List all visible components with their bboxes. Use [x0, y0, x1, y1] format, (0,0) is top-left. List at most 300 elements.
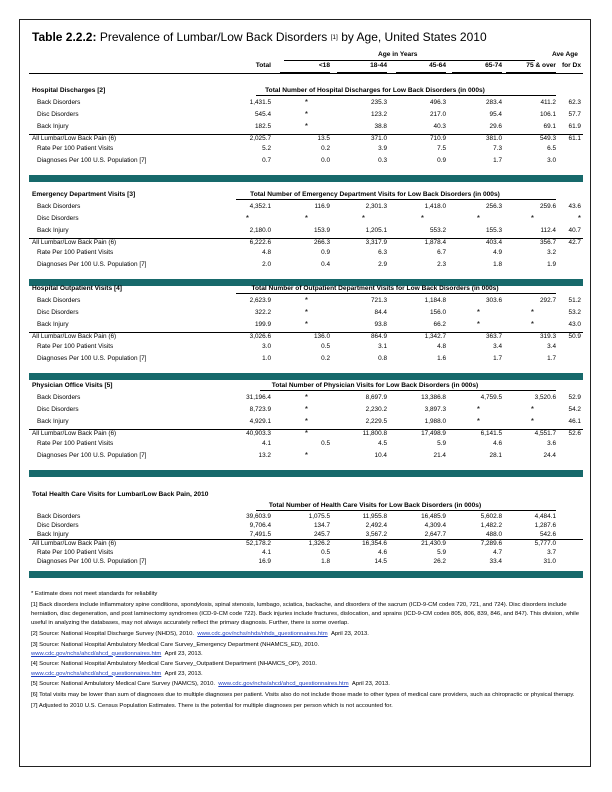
- cell-value: 3,567.2: [365, 531, 387, 538]
- ave-age-value: 51.2: [568, 297, 581, 304]
- cell-value: 2,492.4: [365, 522, 387, 529]
- age-group-header: Age in Years: [378, 51, 418, 58]
- ave-age-value: 43.0: [568, 321, 581, 328]
- row-label: Rate Per 100 Patient Visits: [37, 440, 114, 447]
- cell-value: 542.6: [540, 531, 556, 538]
- cell-value: *: [420, 214, 424, 223]
- cell-value: *: [530, 417, 534, 426]
- section-subtitle: Total Number of Emergency Department Visits for Low Back Disorders (in 000s): [250, 191, 500, 198]
- footnote-5-text: [5] Source: National Ambulatory Medical Care Survey (NAMCS), 2010.: [31, 681, 215, 688]
- cell-value: 69.1: [543, 123, 556, 130]
- cell-value: 0.2: [321, 145, 330, 152]
- cell-value: *: [304, 320, 308, 329]
- cell-value: 39,603.9: [246, 513, 271, 520]
- cell-value: 3.6: [547, 440, 556, 447]
- cell-value: 0.5: [321, 440, 330, 447]
- section-subtitle-underline: [260, 390, 556, 391]
- column-header-4: 65-74: [485, 62, 502, 69]
- footnote-2-link[interactable]: www.cdc.gov/nchs/nhds/nhds_questionnaires.htm: [197, 630, 328, 637]
- cell-value: 356.7: [540, 239, 556, 246]
- ave-age-value: 50.9: [568, 333, 581, 340]
- cell-value: 0.4: [321, 261, 330, 268]
- row-label: Back Injury: [37, 123, 69, 130]
- cell-value: 292.7: [540, 297, 556, 304]
- cell-value: 363.7: [486, 333, 502, 340]
- table-row: [29, 440, 583, 449]
- ave-age-value: 57.7: [568, 111, 581, 118]
- cell-value: 0.0: [321, 157, 330, 164]
- cell-value: *: [304, 122, 308, 131]
- row-label: All Lumbar/Low Back Pain (6): [32, 333, 117, 340]
- cell-value: 26.2: [433, 558, 446, 565]
- footnote-2-text: [2] Source: National Hospital Discharge Survey (NHDS), 2010.: [31, 630, 195, 637]
- row-label: Rate Per 100 Patient Visits: [37, 249, 114, 256]
- cell-value: 153.9: [314, 227, 330, 234]
- column-header-5: 75 & over: [526, 62, 556, 69]
- row-label: Disc Disorders: [37, 309, 79, 316]
- cell-value: 24.4: [543, 452, 556, 459]
- ave-age-value: 46.1: [568, 418, 581, 425]
- cell-value: 710.9: [430, 135, 446, 142]
- table-row: [29, 203, 583, 212]
- footnote-2-date: April 23, 2013.: [330, 630, 369, 637]
- cell-value: 10.4: [374, 452, 387, 459]
- row-label: Diagnoses Per 100 U.S. Population [7]: [37, 355, 147, 362]
- cell-value: 8,697.9: [365, 394, 387, 401]
- cell-value: 553.2: [430, 227, 446, 234]
- table-row: [29, 355, 583, 364]
- ave-age-value: 42.7: [568, 239, 581, 246]
- total-row: [29, 135, 583, 144]
- footnote-3: [31, 641, 579, 659]
- footnote-7: [7] Adjusted to 2010 U.S. Census Population Estimates. There is the potential for multiple diagnoses per person which is not accounted for.: [31, 702, 393, 709]
- table-row: [29, 215, 583, 224]
- row-label: All Lumbar/Low Back Pain (6): [32, 135, 117, 142]
- total-row: [29, 333, 583, 342]
- cell-value: 199.9: [255, 321, 271, 328]
- cell-value: 6.3: [378, 249, 387, 256]
- cell-value: *: [476, 308, 480, 317]
- table-row: [29, 157, 583, 166]
- cell-value: 14.5: [374, 558, 387, 565]
- cell-value: 52,178.2: [246, 540, 271, 547]
- cell-value: 3,317.9: [365, 239, 387, 246]
- header-rule: [29, 73, 583, 74]
- cell-value: 156.0: [430, 309, 446, 316]
- table-row: [29, 406, 583, 415]
- footnote-4-date: April 23, 2013.: [164, 670, 203, 677]
- total-row-rule: [29, 238, 583, 239]
- total-row-rule: [29, 539, 583, 540]
- cell-value: 3.1: [378, 343, 387, 350]
- cell-value: *: [304, 98, 308, 107]
- cell-value: 4,759.5: [480, 394, 502, 401]
- cell-value: 6.7: [437, 249, 446, 256]
- cell-value: 1.7: [547, 355, 556, 362]
- footnote-5-link[interactable]: www.cdc.gov/nchs/ahcd/ahcd_questionnaires.htm: [218, 681, 349, 688]
- cell-value: 6,141.5: [480, 430, 502, 437]
- table-row: [29, 558, 583, 567]
- row-label: Rate Per 100 Patient Visits: [37, 145, 114, 152]
- total-row-rule: [29, 429, 583, 430]
- cell-value: 2,623.9: [249, 297, 271, 304]
- cell-value: 3,897.3: [424, 406, 446, 413]
- cell-value: 134.7: [314, 522, 330, 529]
- row-label: Back Disorders: [37, 297, 81, 304]
- cell-value: 66.2: [433, 321, 446, 328]
- total-row: [29, 239, 583, 248]
- cell-value: 496.3: [430, 99, 446, 106]
- cell-value: 6.5: [547, 145, 556, 152]
- cell-value: 1,418.0: [424, 203, 446, 210]
- cell-value: 245.7: [314, 531, 330, 538]
- cell-value: 4.1: [262, 440, 271, 447]
- cell-value: 182.5: [255, 123, 271, 130]
- cell-value: 136.0: [314, 333, 330, 340]
- footnote-5-date: April 23, 2013.: [351, 681, 390, 688]
- cell-value: 2.9: [378, 261, 387, 268]
- cell-value: 4.1: [262, 549, 271, 556]
- footnote-3-link[interactable]: www.cdc.gov/nchs/ahcd/ahcd_questionnaires.htm: [31, 650, 162, 657]
- footnote-4-text: [4] Source: National Hospital Ambulatory Medical Care Survey_Outpatient Department (NHAMCS_OP), 2010.: [31, 661, 317, 668]
- ave-age-value: 52.9: [568, 394, 581, 401]
- cell-value: *: [361, 214, 365, 223]
- table-row: [29, 522, 583, 531]
- cell-value: 2,647.7: [424, 531, 446, 538]
- cell-value: 488.0: [486, 531, 502, 538]
- section-title: Physician Office Visits [5]: [32, 382, 113, 389]
- cell-value: 11,955.8: [362, 513, 387, 520]
- cell-value: 4.8: [262, 249, 271, 256]
- footnote-3-text: [3] Source: National Hospital Ambulatory Medical Care Survey_Emergency Department (NHAMCS_ED), 2010.: [31, 641, 320, 648]
- cell-value: 3.4: [547, 343, 556, 350]
- cell-value: 0.5: [321, 343, 330, 350]
- ave-age-value: 61.9: [568, 123, 581, 130]
- row-label: Back Disorders: [37, 203, 81, 210]
- cell-value: 4,352.1: [249, 203, 271, 210]
- cell-value: 2,230.2: [365, 406, 387, 413]
- table-row: [29, 309, 583, 318]
- table-row: [29, 297, 583, 306]
- cell-value: 31.0: [543, 558, 556, 565]
- ave-age-header-line2: for Dx: [561, 62, 581, 69]
- cell-value: 5.9: [437, 440, 446, 447]
- section-divider-band: [29, 373, 583, 380]
- cell-value: 8,723.9: [249, 406, 271, 413]
- ave-age-value: 52.6: [568, 430, 581, 437]
- row-label: All Lumbar/Low Back Pain (6): [32, 540, 117, 547]
- table-title-suffix: by Age, United States 2010: [341, 30, 487, 44]
- cell-value: 116.9: [314, 203, 330, 210]
- section-divider-band: [29, 571, 583, 578]
- cell-value: 411.2: [540, 99, 556, 106]
- table-row: [29, 227, 583, 236]
- row-label: Back Disorders: [37, 99, 81, 106]
- cell-value: 2,025.7: [249, 135, 271, 142]
- section-title: Emergency Department Visits [3]: [32, 191, 136, 198]
- cell-value: 123.2: [371, 111, 387, 118]
- cell-value: 0.7: [262, 157, 271, 164]
- cell-value: 4,484.1: [534, 513, 556, 520]
- cell-value: 7.3: [493, 145, 502, 152]
- cell-value: 21,430.9: [421, 540, 446, 547]
- cell-value: 5.2: [262, 145, 271, 152]
- cell-value: 2,180.0: [249, 227, 271, 234]
- cell-value: 4.7: [493, 549, 502, 556]
- table-row: [29, 249, 583, 258]
- row-label: Back Disorders: [37, 513, 81, 520]
- ave-age-value: *: [577, 214, 581, 223]
- cell-value: 5,777.0: [534, 540, 556, 547]
- row-label: Diagnoses Per 100 U.S. Population [7]: [37, 558, 147, 565]
- cell-value: 283.4: [486, 99, 502, 106]
- cell-value: 0.3: [378, 157, 387, 164]
- section-title: Hospital Outpatient Visits [4]: [32, 285, 123, 292]
- cell-value: 322.2: [255, 309, 271, 316]
- cell-value: 721.3: [371, 297, 387, 304]
- cell-value: 545.4: [255, 111, 271, 118]
- cell-value: *: [304, 429, 308, 438]
- footnote-4: [31, 660, 579, 678]
- footnote-6: [6] Total visits may be lower than sum of diagnoses due to multiple diagnoses per patient. Visits also do not include those made to other types of medical care providers, such as chiropractic or physical therapy.: [31, 692, 575, 699]
- cell-value: 266.3: [314, 239, 330, 246]
- cell-value: 9,706.4: [249, 522, 271, 529]
- cell-value: 11,800.8: [362, 430, 387, 437]
- cell-value: 29.6: [489, 123, 502, 130]
- ave-age-value: 40.7: [568, 227, 581, 234]
- cell-value: 3.4: [493, 343, 502, 350]
- section-subtitle: Total Number of Physician Visits for Low Back Disorders (in 000s): [271, 382, 479, 389]
- cell-value: 1.8: [493, 261, 502, 268]
- cell-value: 1,184.8: [424, 297, 446, 304]
- cell-value: 16,485.9: [421, 513, 446, 520]
- row-label: Rate Per 100 Patient Visits: [37, 343, 114, 350]
- cell-value: 1.9: [547, 261, 556, 268]
- cell-value: 7,289.6: [480, 540, 502, 547]
- table-row: [29, 394, 583, 403]
- cell-value: 1,431.5: [249, 99, 271, 106]
- cell-value: 4.5: [378, 440, 387, 447]
- section-title: Hospital Discharges [2]: [32, 87, 106, 94]
- cell-value: 235.3: [371, 99, 387, 106]
- cell-value: 2,301.3: [365, 203, 387, 210]
- cell-value: 106.1: [540, 111, 556, 118]
- cell-value: 1,482.2: [480, 522, 502, 529]
- cell-value: *: [530, 214, 534, 223]
- cell-value: 2.3: [437, 261, 446, 268]
- ave-age-value: 62.3: [568, 99, 581, 106]
- cell-value: 40,903.3: [246, 430, 271, 437]
- cell-value: 1,988.0: [424, 418, 446, 425]
- footnote-1: [1] Back disorders include inflammatory spine conditions, spondylosis, spinal stenosis, lumbago, sciatica, backache, and disorders of the sacrum (ICD-9-CM codes 720, 721, and 724). Disc disorders include herniation, disc degeneration, and post laminectomy syndromes (ICD-9-CM code 722). Back injuries include fractures, dislocation, and sprains (ICD-9-CM codes 805, 806, 839, 846, and 847). This division, while useful in analyzing the databases, may not always accurately reflect the primary diagnosis. Further, there is some overlap.: [31, 601, 579, 627]
- cell-value: 1,326.2: [308, 540, 330, 547]
- ave-age-value: 54.2: [568, 406, 581, 413]
- cell-value: *: [304, 417, 308, 426]
- cell-value: 3.0: [547, 157, 556, 164]
- cell-value: 13.2: [258, 452, 271, 459]
- table-row: [29, 261, 583, 270]
- table-title-ref: [1]: [330, 34, 338, 41]
- footnote-5: [31, 680, 579, 689]
- cell-value: 1.8: [321, 558, 330, 565]
- cell-value: 1,878.4: [424, 239, 446, 246]
- cell-value: 7,491.5: [249, 531, 271, 538]
- cell-value: 16,354.6: [362, 540, 387, 547]
- total-row-rule: [29, 332, 583, 333]
- cell-value: 1.6: [437, 355, 446, 362]
- cell-value: 319.3: [540, 333, 556, 340]
- cell-value: 2,229.5: [365, 418, 387, 425]
- row-label: Rate Per 100 Patient Visits: [37, 549, 114, 556]
- cell-value: 95.4: [489, 111, 502, 118]
- row-label: Back Injury: [37, 227, 69, 234]
- table-row: [29, 418, 583, 427]
- cell-value: 5,602.8: [480, 513, 502, 520]
- cell-value: 0.5: [321, 549, 330, 556]
- cell-value: 40.3: [433, 123, 446, 130]
- cell-value: 0.2: [321, 355, 330, 362]
- cell-value: *: [476, 405, 480, 414]
- cell-value: 256.3: [486, 203, 502, 210]
- cell-value: 33.4: [489, 558, 502, 565]
- section-subtitle: Total Number of Health Care Visits for Low Back Disorders (in 000s): [268, 502, 482, 509]
- cell-value: 864.9: [371, 333, 387, 340]
- cell-value: 13,386.8: [421, 394, 446, 401]
- ave-age-header: Ave Age: [552, 51, 578, 58]
- cell-value: 16.9: [258, 558, 271, 565]
- row-label: Back Injury: [37, 321, 69, 328]
- cell-value: 0.9: [437, 157, 446, 164]
- cell-value: 7.5: [437, 145, 446, 152]
- cell-value: 3,026.6: [249, 333, 271, 340]
- cell-value: 0.8: [378, 355, 387, 362]
- section-subtitle: Total Number of Hospital Discharges for Low Back Disorders (in 000s): [265, 87, 485, 94]
- ave-age-value: 53.2: [568, 309, 581, 316]
- cell-value: *: [304, 405, 308, 414]
- table-row: [29, 123, 583, 132]
- cell-value: 4,551.7: [534, 430, 556, 437]
- ave-age-value: 43.6: [568, 203, 581, 210]
- cell-value: 403.4: [486, 239, 502, 246]
- cell-value: 13.5: [317, 135, 330, 142]
- cell-value: 1.7: [493, 157, 502, 164]
- footnote-3-date: April 23, 2013.: [164, 650, 203, 657]
- cell-value: 1.0: [262, 355, 271, 362]
- cell-value: 303.6: [486, 297, 502, 304]
- table-number: Table 2.2.2:: [32, 30, 97, 44]
- row-label: Disc Disorders: [37, 111, 79, 118]
- row-label: All Lumbar/Low Back Pain (6): [32, 239, 117, 246]
- cell-value: 4.6: [378, 549, 387, 556]
- cell-value: *: [304, 296, 308, 305]
- row-label: Diagnoses Per 100 U.S. Population [7]: [37, 261, 147, 268]
- cell-value: 5.9: [437, 549, 446, 556]
- cell-value: 4.9: [493, 249, 502, 256]
- row-label: Diagnoses Per 100 U.S. Population [7]: [37, 157, 147, 164]
- row-label: Disc Disorders: [37, 215, 79, 222]
- table-title: [32, 30, 487, 44]
- cell-value: *: [530, 405, 534, 414]
- ave-age-value: 61.1: [568, 135, 581, 142]
- cell-value: *: [245, 214, 249, 223]
- total-row: [29, 540, 583, 549]
- table-row: [29, 99, 583, 108]
- section-divider-band: [29, 470, 583, 477]
- table-row: [29, 321, 583, 330]
- footnotes: [31, 590, 579, 712]
- cell-value: 381.0: [486, 135, 502, 142]
- row-label: Diagnoses Per 100 U.S. Population [7]: [37, 452, 147, 459]
- row-label: Back Disorders: [37, 394, 81, 401]
- age-group-underline: [284, 60, 535, 61]
- table-title-text: Prevalence of Lumbar/Low Back Disorders: [99, 30, 328, 44]
- cell-value: 28.1: [489, 452, 502, 459]
- cell-value: 1.7: [493, 355, 502, 362]
- table-row: [29, 145, 583, 154]
- section-title: Total Health Care Visits for Lumbar/Low Back Pain, 2010: [32, 491, 209, 498]
- table-row: [29, 452, 583, 461]
- section-subtitle-underline: [236, 293, 556, 294]
- cell-value: 4,309.4: [424, 522, 446, 529]
- section-divider-band: [29, 175, 583, 182]
- footnote-2: [31, 630, 579, 639]
- section-subtitle-underline: [256, 95, 556, 96]
- cell-value: *: [476, 417, 480, 426]
- row-label: Back Injury: [37, 531, 69, 538]
- cell-value: 21.4: [433, 452, 446, 459]
- cell-value: 1,287.6: [534, 522, 556, 529]
- column-header-1: <18: [318, 62, 330, 69]
- footnote-4-link[interactable]: www.cdc.gov/nchs/ahcd/ahcd_questionnaires.htm: [31, 670, 162, 677]
- cell-value: *: [304, 393, 308, 402]
- cell-value: 3,520.6: [534, 394, 556, 401]
- cell-value: *: [530, 308, 534, 317]
- total-row-rule: [29, 134, 583, 135]
- cell-value: *: [476, 320, 480, 329]
- cell-value: 4.6: [493, 440, 502, 447]
- cell-value: 259.6: [540, 203, 556, 210]
- cell-value: 371.0: [371, 135, 387, 142]
- total-row: [29, 430, 583, 439]
- cell-value: 3.0: [262, 343, 271, 350]
- section-subtitle: Total Number of Outpatient Department Visits for Low Back Disorders (in 000s): [251, 285, 499, 292]
- column-header-2: 18-44: [370, 62, 387, 69]
- cell-value: 112.4: [540, 227, 556, 234]
- cell-value: 3.9: [378, 145, 387, 152]
- cell-value: 1,075.5: [308, 513, 330, 520]
- footnote-estimate: * Estimate does not meet standards for reliability: [31, 591, 158, 597]
- table-row: [29, 343, 583, 352]
- cell-value: *: [476, 214, 480, 223]
- cell-value: 4.8: [437, 343, 446, 350]
- cell-value: 1,342.7: [424, 333, 446, 340]
- row-label: Disc Disorders: [37, 522, 79, 529]
- cell-value: 3.2: [547, 249, 556, 256]
- row-label: Back Injury: [37, 418, 69, 425]
- cell-value: *: [304, 308, 308, 317]
- column-header-3: 45-64: [429, 62, 446, 69]
- cell-value: 155.3: [486, 227, 502, 234]
- cell-value: *: [530, 320, 534, 329]
- cell-value: 31,196.4: [246, 394, 271, 401]
- table-row: [29, 111, 583, 120]
- cell-value: 84.4: [374, 309, 387, 316]
- section-subtitle-underline: [236, 199, 556, 200]
- cell-value: 217.0: [430, 111, 446, 118]
- cell-value: 3.7: [547, 549, 556, 556]
- row-label: Disc Disorders: [37, 406, 79, 413]
- cell-value: *: [304, 451, 308, 460]
